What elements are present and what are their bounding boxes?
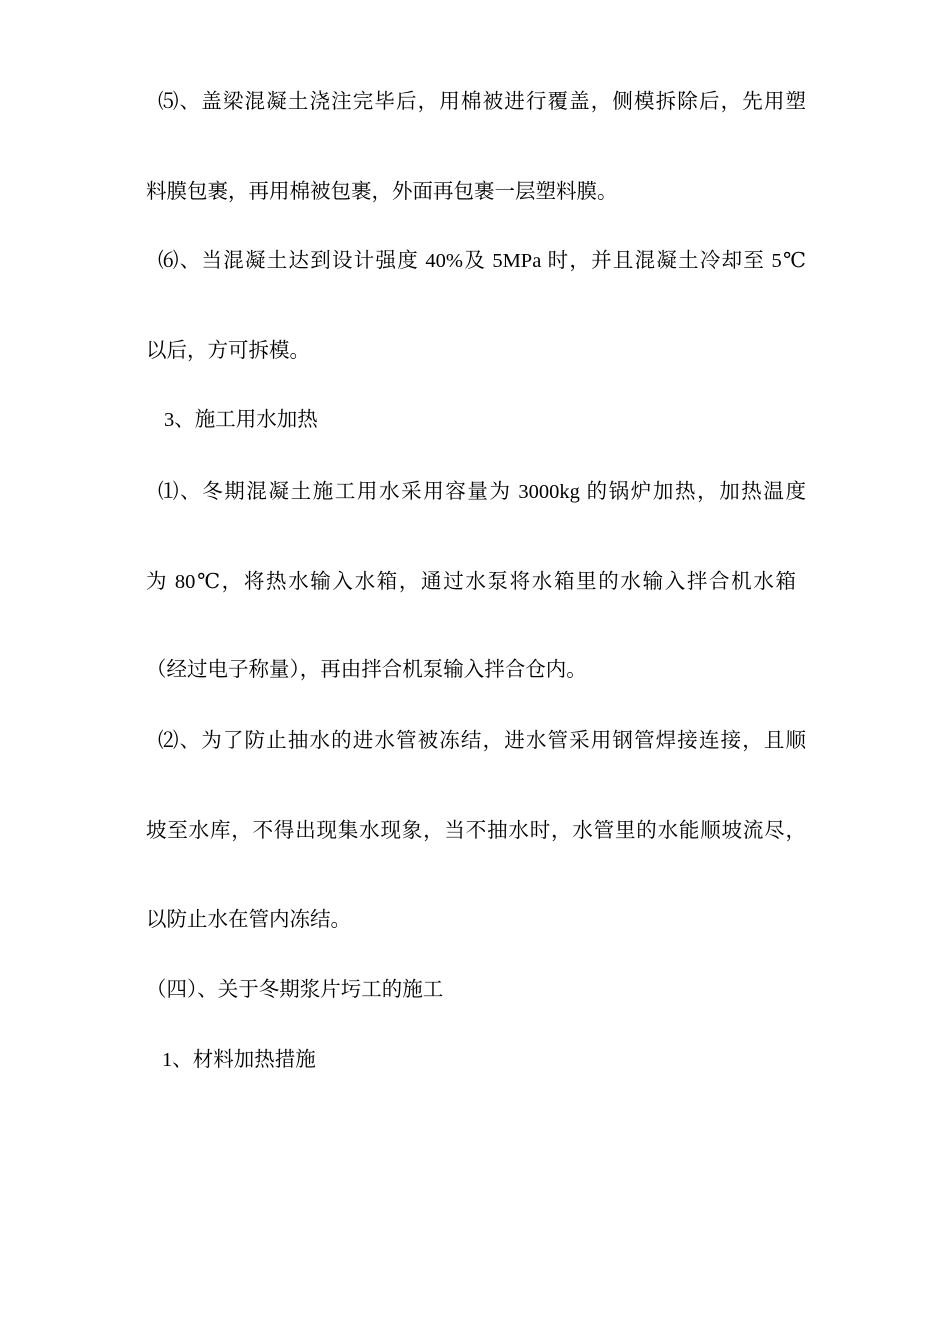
- section-heading: 1、材料加热措施: [162, 1049, 316, 1071]
- paragraph-line: 料膜包裹，再用棉被包裹，外面再包裹一层塑料膜。: [146, 181, 618, 203]
- section-heading: 3、施工用水加热: [164, 409, 318, 431]
- paragraph-line: ⑸、盖梁混凝土浇注完毕后，用棉被进行覆盖，侧模拆除后，先用塑: [158, 91, 806, 113]
- paragraph-line: ⑹、当混凝土达到设计强度 40%及 5MPa 时，并且混凝土冷却至 5℃: [158, 250, 806, 272]
- paragraph-line: 以防止水在管内冻结。: [146, 909, 351, 931]
- paragraph-line: ⑴、冬期混凝土施工用水采用容量为 3000kg 的锅炉加热，加热温度: [158, 481, 806, 503]
- paragraph-line: 为 80℃，将热水输入水箱，通过水泵将水箱里的水输入拌合机水箱: [146, 571, 796, 593]
- paragraph-line: 坡至水库，不得出现集水现象，当不抽水时，水管里的水能顺坡流尽，: [146, 820, 806, 842]
- paragraph-line: ⑵、为了防止抽水的进水管被冻结，进水管采用钢管焊接连接，且顺: [158, 730, 806, 752]
- paragraph-line: （经过电子称量），再由拌合机泵输入拌合仓内。: [146, 659, 587, 681]
- section-heading: （四）、关于冬期浆片圬工的施工: [146, 979, 444, 1001]
- paragraph-line: 以后，方可拆模。: [146, 340, 310, 362]
